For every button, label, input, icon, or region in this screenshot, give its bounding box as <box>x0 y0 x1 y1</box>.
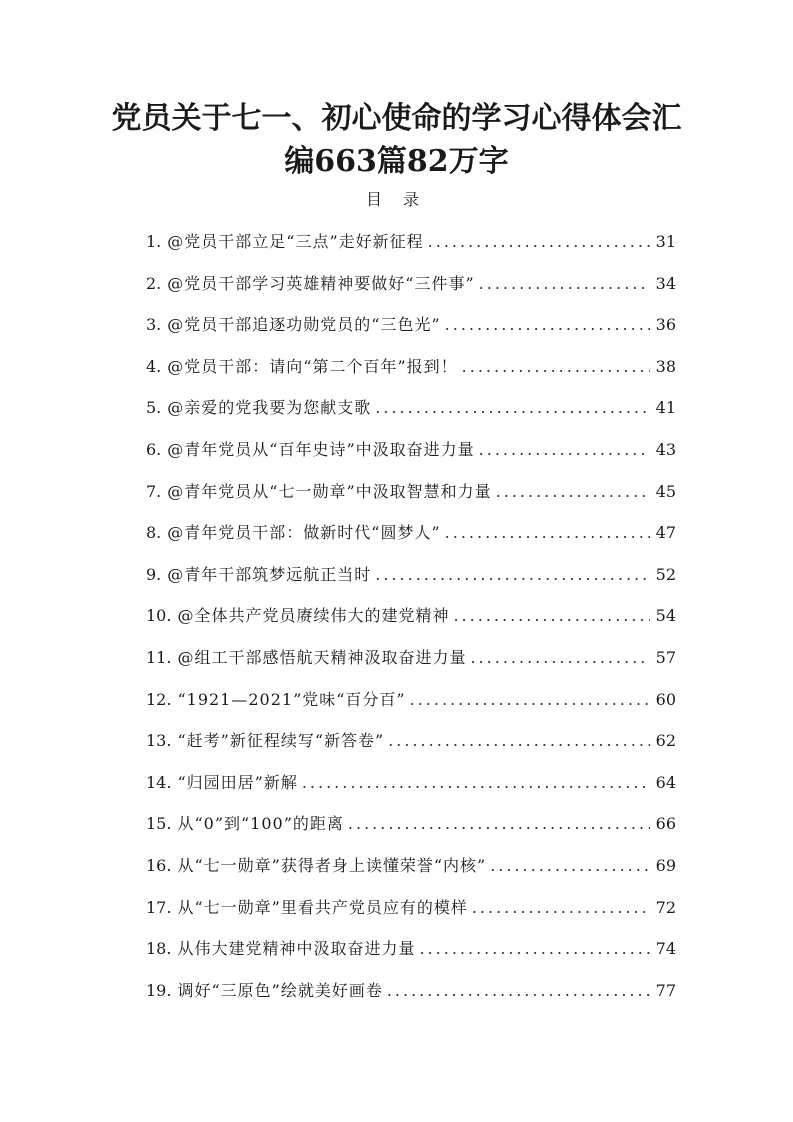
toc-entry[interactable] <box>146 228 676 270</box>
toc-entry-title: 从“0”到“100”的距离 <box>177 814 344 834</box>
toc-entry-page: 64 <box>655 772 676 792</box>
dot-leader <box>445 519 650 547</box>
toc-entry[interactable] <box>146 478 676 520</box>
toc-entry[interactable] <box>146 519 676 561</box>
toc-entry-title: @党员干部：请向“第二个百年”报到！ <box>167 356 458 376</box>
toc-entry[interactable] <box>146 810 676 852</box>
toc-entry[interactable] <box>146 644 676 686</box>
dot-leader <box>479 270 650 298</box>
toc-entry-number: 18. <box>146 939 172 959</box>
toc-entry-page: 66 <box>655 814 676 834</box>
toc-entry-page: 62 <box>655 731 676 751</box>
toc-entry-page: 43 <box>655 439 676 459</box>
toc-entry-page: 72 <box>655 897 676 917</box>
dot-leader <box>472 894 650 922</box>
dot-leader <box>375 394 650 422</box>
toc-entry[interactable] <box>146 394 676 436</box>
toc-entry[interactable] <box>146 769 676 811</box>
toc-entry-number: 10. <box>146 606 172 626</box>
dot-leader <box>479 436 650 464</box>
document-title-line-1: 党员关于七一、初心使命的学习心得体会汇 <box>111 101 682 136</box>
toc-entry[interactable] <box>146 686 676 728</box>
toc-entry-page: 74 <box>655 939 676 959</box>
toc-entry-number: 15. <box>146 814 172 834</box>
toc-entry-page: 69 <box>655 855 676 875</box>
dot-leader <box>375 561 650 589</box>
dot-leader <box>387 977 650 1005</box>
toc-entry-number: 3. <box>146 315 162 335</box>
toc-entry[interactable] <box>146 311 676 353</box>
toc-entry-number: 11. <box>146 647 172 667</box>
dot-leader <box>453 602 650 630</box>
dot-leader <box>388 727 650 755</box>
toc-entry[interactable] <box>146 270 676 312</box>
toc-entry[interactable] <box>146 852 676 894</box>
toc-entry-number: 7. <box>146 481 162 501</box>
toc-entry-page: 77 <box>655 980 676 1000</box>
toc-entry-page: 54 <box>655 606 676 626</box>
toc-entry-title: 调好“三原色”绘就美好画卷 <box>177 980 383 1000</box>
dot-leader <box>348 810 650 838</box>
toc-entry-page: 38 <box>655 356 676 376</box>
toc-entry-page: 41 <box>655 398 676 418</box>
toc-entry[interactable] <box>146 977 676 1019</box>
dot-leader <box>419 935 650 963</box>
toc-entry-page: 60 <box>655 689 676 709</box>
toc-entry-page: 36 <box>655 315 676 335</box>
toc-entry-page: 52 <box>655 564 676 584</box>
toc-entry-number: 12. <box>146 689 172 709</box>
toc-entry-title: @亲爱的党我要为您献支歌 <box>167 398 372 418</box>
toc-entry[interactable] <box>146 935 676 977</box>
toc-entry-number: 14. <box>146 772 172 792</box>
toc-entry[interactable] <box>146 561 676 603</box>
dot-leader <box>428 228 650 256</box>
toc-entry-title: “归园田居”新解 <box>177 772 298 792</box>
toc-heading: 目 录 <box>365 190 428 209</box>
toc-entry-page: 47 <box>655 523 676 543</box>
toc-entry-number: 1. <box>146 232 162 251</box>
toc-entry-number: 17. <box>146 897 172 917</box>
toc-entry-title: “1921—2021”党味“百分百” <box>177 689 406 709</box>
table-of-contents <box>146 228 676 1018</box>
toc-entry-title: @党员干部学习英雄精神要做好“三件事” <box>167 273 475 293</box>
toc-entry-title: @全体共产党员赓续伟大的建党精神 <box>177 606 450 626</box>
toc-entry[interactable] <box>146 436 676 478</box>
dot-leader <box>490 852 650 880</box>
toc-entry-page: 45 <box>655 481 676 501</box>
toc-entry[interactable] <box>146 894 676 936</box>
toc-entry-number: 16. <box>146 855 172 875</box>
toc-entry-number: 5. <box>146 398 162 418</box>
toc-entry[interactable] <box>146 727 676 769</box>
toc-entry-title: @党员干部追逐功勋党员的“三色光” <box>167 315 441 335</box>
dot-leader <box>445 311 650 339</box>
toc-entry-title: “赶考”新征程续写“新答卷” <box>177 731 385 751</box>
toc-entry-page: 31 <box>655 232 676 251</box>
dot-leader <box>462 353 650 381</box>
toc-entry-title: 从“七一勋章”获得者身上读懂荣誉“内核” <box>177 855 487 875</box>
toc-entry-number: 2. <box>146 273 162 293</box>
toc-entry-number: 9. <box>146 564 162 584</box>
toc-entry-number: 19. <box>146 980 172 1000</box>
dot-leader <box>496 478 650 506</box>
toc-entry-number: 13. <box>146 731 172 751</box>
toc-entry-title: @青年党员从“百年史诗”中汲取奋进力量 <box>167 439 475 459</box>
dot-leader <box>470 644 650 672</box>
dot-leader <box>410 686 650 714</box>
toc-entry-page: 57 <box>655 647 676 667</box>
toc-entry-title: @青年干部筑梦远航正当时 <box>167 564 372 584</box>
toc-entry[interactable] <box>146 602 676 644</box>
toc-entry-title: @青年党员干部：做新时代“圆梦人” <box>167 523 441 543</box>
toc-entry[interactable] <box>146 353 676 395</box>
toc-entry-title: @青年党员从“七一勋章”中汲取智慧和力量 <box>167 481 492 501</box>
toc-entry-number: 8. <box>146 523 162 543</box>
toc-entry-title: 从“七一勋章”里看共产党员应有的模样 <box>177 897 468 917</box>
toc-entry-title: @党员干部立足“三点”走好新征程 <box>167 232 424 251</box>
toc-entry-number: 4. <box>146 356 162 376</box>
toc-entry-title: @组工干部感悟航天精神汲取奋进力量 <box>177 647 467 667</box>
toc-entry-number: 6. <box>146 439 162 459</box>
document-title-line-2: 编663篇82万字 <box>284 144 509 179</box>
toc-entry-page: 34 <box>655 273 676 293</box>
dot-leader <box>302 769 650 797</box>
toc-entry-title: 从伟大建党精神中汲取奋进力量 <box>177 939 416 959</box>
